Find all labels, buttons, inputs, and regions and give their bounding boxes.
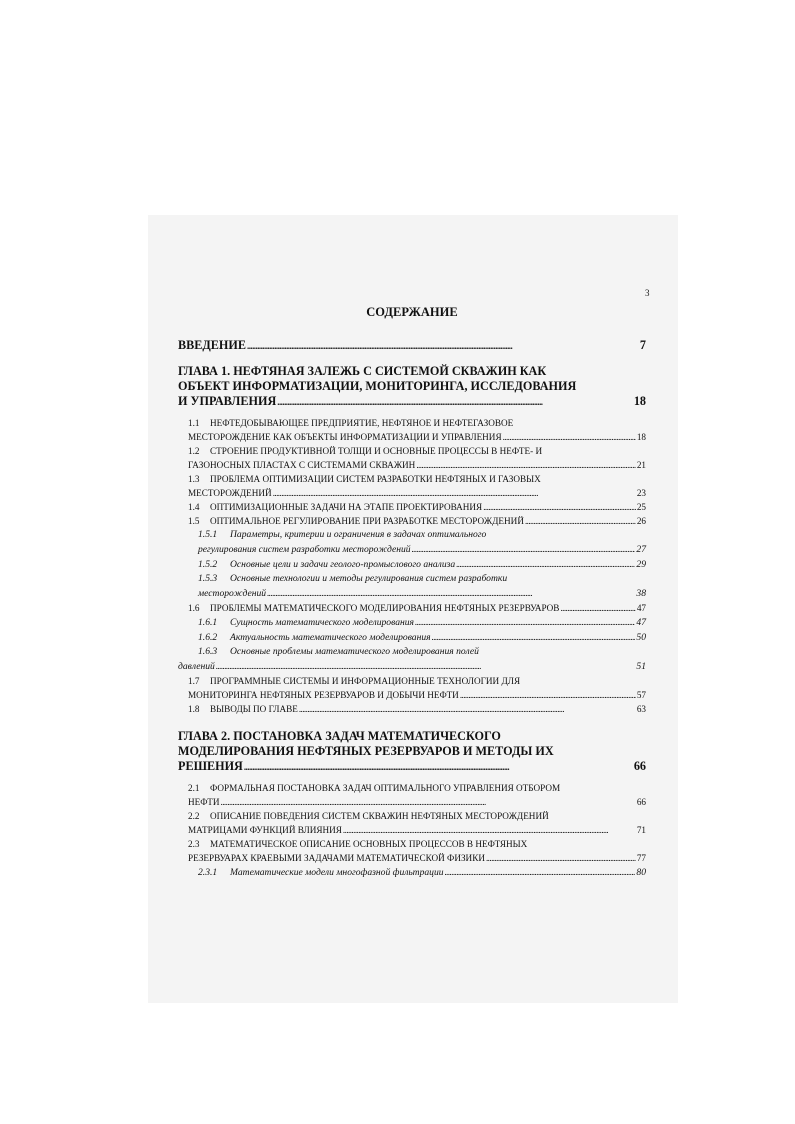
toc-entry-1-7[interactable] xyxy=(188,674,646,702)
toc-line xyxy=(198,542,646,557)
toc-page-number: 57 xyxy=(636,690,646,700)
toc-entry-title: НЕФТИ xyxy=(188,797,220,807)
toc-line xyxy=(188,444,646,458)
toc-line xyxy=(188,500,482,514)
toc-entry-title: месторождений xyxy=(198,588,267,599)
toc-entry-title: Параметры, критерии и ограничения в задачах оптимального xyxy=(230,529,487,540)
toc-entry-1-5-2[interactable] xyxy=(198,557,646,572)
toc-page-number: 66 xyxy=(633,759,646,773)
toc-page-number: 29 xyxy=(636,559,646,570)
toc-line xyxy=(198,586,646,601)
toc-entry-number: 1.7 xyxy=(188,676,200,686)
toc-line xyxy=(198,631,431,645)
toc-page-number: 80 xyxy=(636,867,646,878)
toc-line xyxy=(178,394,646,410)
toc-entry-1-6[interactable] xyxy=(188,601,646,615)
toc-entry-2-2[interactable] xyxy=(188,809,646,837)
toc-line xyxy=(188,416,646,430)
toc-entry-number: 1.5 xyxy=(188,516,200,526)
toc-line xyxy=(188,674,646,688)
toc-entry-1-6-1[interactable] xyxy=(198,615,646,630)
toc-page-number: 50 xyxy=(636,632,646,643)
dot-leader xyxy=(416,458,635,472)
dot-leader xyxy=(244,759,633,775)
chapter-title-text: МОДЕЛИРОВАНИЯ НЕФТЯНЫХ РЕЗЕРВУАРОВ И МЕТОДЫ ИХ xyxy=(178,744,554,758)
toc-entry-1-5-3[interactable] xyxy=(198,572,646,601)
dot-leader xyxy=(445,865,636,880)
toc-entry-number: 1.3 xyxy=(188,474,200,484)
toc-entry-title: давлений xyxy=(178,661,215,672)
toc-entry-title: СТРОЕНИЕ ПРОДУКТИВНОЙ ТОЛЩИ И ОСНОВНЫЕ ПРОЦЕССЫ В НЕФТЕ- И xyxy=(210,446,543,456)
toc-line xyxy=(188,486,646,500)
toc-entry-title: Сущность математического моделирования xyxy=(230,617,415,628)
toc-line xyxy=(188,430,646,444)
toc-line xyxy=(188,472,646,486)
toc-line xyxy=(188,837,646,851)
toc-entry-number: 1.5.1 xyxy=(198,529,218,540)
toc-entry-title: ОПТИМАЛЬНОЕ РЕГУЛИРОВАНИЕ ПРИ РАЗРАБОТКЕ МЕСТОРОЖДЕНИЙ xyxy=(210,516,524,526)
toc-entry-number: 1.8 xyxy=(188,704,200,714)
toc-entry-number: 1.6.2 xyxy=(198,632,218,643)
chapter-1-title[interactable] xyxy=(178,364,646,410)
toc-line xyxy=(188,688,646,702)
toc-entry-title: МОНИТОРИНГА НЕФТЯНЫХ РЕЗЕРВУАРОВ И ДОБЫЧИ НЕФТИ xyxy=(188,690,459,700)
chapter-title-text: ГЛАВА 2. ПОСТАНОВКА ЗАДАЧ МАТЕМАТИЧЕСКОГО xyxy=(178,729,501,743)
toc-entry-title: МАТЕМАТИЧЕСКОЕ ОПИСАНИЕ ОСНОВНЫХ ПРОЦЕССОВ В НЕФТЯНЫХ xyxy=(210,839,528,849)
toc-entry-title: ВЫВОДЫ ПО ГЛАВЕ xyxy=(210,704,298,714)
toc-entry-title: ОПИСАНИЕ ПОВЕДЕНИЯ СИСТЕМ СКВАЖИН НЕФТЯНЫХ МЕСТОРОЖДЕНИЙ xyxy=(210,811,549,821)
toc-line xyxy=(178,659,646,674)
toc-page-number: 7 xyxy=(639,338,646,352)
dot-leader xyxy=(503,430,636,444)
toc-entry-title: Актуальность математического моделирования xyxy=(230,632,431,643)
toc-line xyxy=(188,702,298,716)
toc-entry-title: Основные цели и задачи геолого-промыслового анализа xyxy=(230,559,456,570)
toc-entry-title: МЕСТОРОЖДЕНИЙ xyxy=(188,488,272,498)
dot-leader xyxy=(412,542,636,557)
table-of-contents xyxy=(178,338,646,880)
dot-leader xyxy=(560,601,635,615)
toc-entry-title: Основные проблемы математического моделирования полей xyxy=(230,646,479,657)
dot-leader xyxy=(277,394,633,410)
toc-page-number: 51 xyxy=(636,661,646,672)
toc-entry-2-3-1[interactable] xyxy=(198,865,646,880)
toc-page-number: 18 xyxy=(633,394,646,408)
dot-leader xyxy=(460,688,636,702)
toc-line xyxy=(198,645,646,659)
toc-page-number: 66 xyxy=(636,797,646,807)
toc-page-number: 47 xyxy=(636,603,646,613)
toc-entry-1-1[interactable] xyxy=(188,416,646,444)
dot-leader xyxy=(247,338,639,354)
toc-entry-number: 1.6.1 xyxy=(198,617,218,628)
toc-line xyxy=(188,795,646,809)
toc-entry-number: 1.6.3 xyxy=(198,646,218,657)
toc-entry-1-3[interactable] xyxy=(188,472,646,500)
toc-entry-1-5[interactable] xyxy=(188,514,646,528)
toc-entry-title: РЕЗЕРВУАРАХ КРАЕВЫМИ ЗАДАЧАМИ МАТЕМАТИЧЕСКОЙ ФИЗИКИ xyxy=(188,853,485,863)
toc-page-number: 23 xyxy=(636,488,646,498)
toc-entry-number: 1.5.3 xyxy=(198,573,218,584)
toc-entry-2-1[interactable] xyxy=(188,781,646,809)
toc-line xyxy=(198,616,414,630)
dot-leader xyxy=(343,823,636,837)
toc-entry-number: 2.3 xyxy=(188,839,200,849)
toc-entry-title: Математические модели многофазной фильтрации xyxy=(230,867,444,878)
toc-entry-number: 1.6 xyxy=(188,603,200,613)
toc-entry-number: 1.1 xyxy=(188,418,200,428)
toc-page-number: 71 xyxy=(636,825,646,835)
toc-entry-title: ПРОБЛЕМЫ МАТЕМАТИЧЕСКОГО МОДЕЛИРОВАНИЯ НЕФТЯНЫХ РЕЗЕРВУАРОВ xyxy=(210,603,560,613)
toc-entry-1-4[interactable] xyxy=(188,500,646,514)
dot-leader xyxy=(415,615,635,630)
toc-entry-title: ГАЗОНОСНЫХ ПЛАСТАХ С СИСТЕМАМИ СКВАЖИН xyxy=(188,460,416,470)
chapter-title-text: И УПРАВЛЕНИЯ xyxy=(178,394,277,408)
toc-entry-title: ПРОБЛЕМА ОПТИМИЗАЦИИ СИСТЕМ РАЗРАБОТКИ НЕФТЯНЫХ И ГАЗОВЫХ xyxy=(210,474,541,484)
toc-entry-title: ОПТИМИЗАЦИОННЫЕ ЗАДАЧИ НА ЭТАПЕ ПРОЕКТИРОВАНИЯ xyxy=(210,502,483,512)
dot-leader xyxy=(456,557,635,572)
toc-line xyxy=(198,558,455,572)
toc-page-number: 63 xyxy=(636,704,646,714)
chapter-title-text: ВВЕДЕНИЕ xyxy=(178,338,246,352)
chapter-title-text: ОБЪЕКТ ИНФОРМАТИЗАЦИИ, МОНИТОРИНГА, ИССЛЕДОВАНИЯ xyxy=(178,379,577,393)
toc-line xyxy=(188,781,646,795)
toc-entry-number: 2.1 xyxy=(188,783,200,793)
toc-entry-title: ФОРМАЛЬНАЯ ПОСТАНОВКА ЗАДАЧ ОПТИМАЛЬНОГО УПРАВЛЕНИЯ ОТБОРОМ xyxy=(210,783,561,793)
dot-leader xyxy=(273,486,636,500)
toc-page-number: 18 xyxy=(636,432,646,442)
toc-page-number: 47 xyxy=(636,617,646,628)
toc-entry-1-8[interactable] xyxy=(188,702,646,716)
toc-heading: СОДЕРЖАНИЕ xyxy=(366,305,458,319)
chapter-title-text: РЕШЕНИЯ xyxy=(178,759,243,773)
toc-entry-number: 1.2 xyxy=(188,446,200,456)
toc-page-number: 77 xyxy=(636,853,646,863)
toc-entry-2-3[interactable] xyxy=(188,837,646,865)
toc-line xyxy=(178,759,646,775)
toc-entry-title: регулирования систем разработки месторождений xyxy=(198,544,411,555)
toc-entry-number: 1.4 xyxy=(188,502,200,512)
toc-page-number: 26 xyxy=(636,516,646,526)
toc-entry-number: 2.3.1 xyxy=(198,867,218,878)
dot-leader xyxy=(486,851,636,865)
toc-line xyxy=(188,809,646,823)
toc-entry-title: Основные технологии и методы регулирования систем разработки xyxy=(230,573,508,584)
toc-line xyxy=(198,572,646,586)
dot-leader xyxy=(483,500,636,514)
toc-entry-title: ПРОГРАММНЫЕ СИСТЕМЫ И ИНФОРМАЦИОННЫЕ ТЕХНОЛОГИИ ДЛЯ xyxy=(210,676,521,686)
chapter-title-text: ГЛАВА 1. НЕФТЯНАЯ ЗАЛЕЖЬ С СИСТЕМОЙ СКВАЖИН КАК xyxy=(178,364,547,378)
toc-entry-1-2[interactable] xyxy=(188,444,646,472)
toc-entry-1-6-2[interactable] xyxy=(198,630,646,645)
toc-entry-number: 1.5.2 xyxy=(198,559,218,570)
toc-page-number: 27 xyxy=(636,544,646,555)
chapter-2-title[interactable] xyxy=(178,729,646,775)
toc-line xyxy=(198,866,444,880)
toc-entry-number: 2.2 xyxy=(188,811,200,821)
toc-line xyxy=(188,823,646,837)
dot-leader xyxy=(267,586,635,601)
toc-line xyxy=(188,601,559,615)
toc-entry-intro[interactable] xyxy=(178,338,646,354)
toc-entry-title: МАТРИЦАМИ ФУНКЦИЙ ВЛИЯНИЯ xyxy=(188,825,342,835)
toc-line xyxy=(188,458,646,472)
dot-leader xyxy=(299,702,636,716)
toc-line xyxy=(188,851,646,865)
toc-entry-title: МЕСТОРОЖДЕНИЕ КАК ОБЪЕКТЫ ИНФОРМАТИЗАЦИИ И УПРАВЛЕНИЯ xyxy=(188,432,502,442)
dot-leader xyxy=(525,514,636,528)
dot-leader xyxy=(221,795,636,809)
toc-line xyxy=(188,514,524,528)
toc-entry-title: НЕФТЕДОБЫВАЮЩЕЕ ПРЕДПРИЯТИЕ, НЕФТЯНОЕ И НЕФТЕГАЗОВОЕ xyxy=(210,418,514,428)
dot-leader xyxy=(216,659,636,674)
toc-entry-1-5-1[interactable] xyxy=(198,528,646,557)
dot-leader xyxy=(432,630,636,645)
toc-entry-1-6-3[interactable] xyxy=(178,645,646,674)
toc-page-number: 25 xyxy=(636,502,646,512)
page-number: 3 xyxy=(645,288,650,298)
toc-line xyxy=(198,528,646,542)
toc-page-number: 38 xyxy=(636,588,646,599)
toc-page-number: 21 xyxy=(636,460,646,470)
